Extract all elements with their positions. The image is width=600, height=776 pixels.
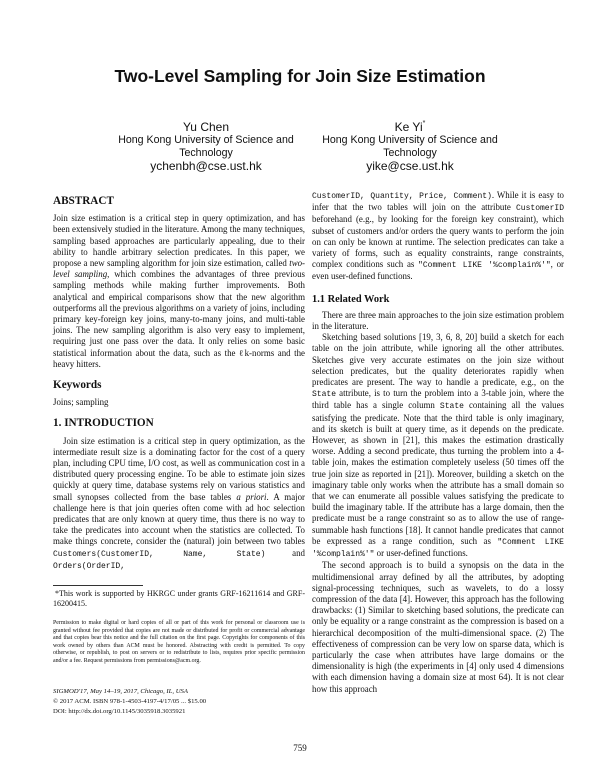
author-affiliation: Technology [383, 146, 437, 159]
author-affiliation: Hong Kong University of Science and [322, 134, 498, 146]
permission-notice: Permission to make digital or hard copies of all or part of this work for personal or classroom use is granted without fee provided that copies are not made or distributed for profit or commercial advantage and that copies bear this notice and the full citation on the first page. Copyrights for components of this work owned by others than ACM must be honored. Abstracting with credit is permitted. To copy otherwise, or republish, to post on servers or to redistribute to lists, requires prior specific permission and/or a fee. Request permissions from permissions@acm.org. [53, 620, 305, 664]
left-column [53, 196, 305, 572]
related-work-paragraph: There are three main approaches to the join size estimation problem in the literature. [312, 309, 564, 332]
author-affiliation: Technology [179, 146, 233, 159]
conference-info: SIGMOD'17, May 14–19, 2017, Chicago, IL, USA [53, 688, 188, 695]
author-affiliation: Hong Kong University of Science and [118, 134, 294, 146]
footnote-mark: * [422, 120, 426, 127]
paper-title: Two-Level Sampling for Join Size Estimation [114, 66, 486, 86]
abstract-text: Join size estimation is a critical step in query optimization, and has been extensively studied in the literature. Among the many techniques, sampling based approaches are particularly appealing, due to their ability to handle arbitrary selection predicates. In this paper, we propose a new sampling algorithm for join size estimation, called two-level sampling, which combines the advantages of three previous sampling methods while making further improvements. Both analytical and empirical comparisons show that the new algorithm outperforms all the previous algorithms on a variety of joins, including primary key-foreign key joins, many-to-many joins, and multi-table joins. The new sampling algorithm is also very easy to implement, requiring just one pass over the data. It only relies on some basic statistical information about the data, such as the ℓk-norms and the heavy hitters. [53, 213, 306, 369]
footnote: *This work is supported by HKRGC under grants GRF-16211614 and GRF-16200415. [53, 585, 305, 608]
doi-link[interactable]: DOI: http://dx.doi.org/10.1145/3035918.3035921 [53, 708, 186, 715]
abstract-heading: ABSTRACT [53, 195, 114, 207]
keywords-text: Joins; sampling [53, 397, 109, 408]
right-column [312, 190, 564, 695]
introduction-heading: 1. INTRODUCTION [53, 417, 154, 430]
introduction-continued: CustomerID, Quantity, Price, Comment). While it is easy to infer that the two tables will join on the attribute CustomerID beforehand (e.g., by looking for the foreign key constraint), which subset of customers and/or orders the query wants to perform the join on can only be known at runtime. The selection predicates can take a variety of forms, such as equality constraints, range constraints, complex conditions such as "Comment LIKE '%complain%'", or even user-defined functions. [312, 190, 564, 282]
related-work-paragraph: The second approach is to build a synopsis on the data in the multidimensional array defined by all the attributes, by adopting signal-processing techniques, such as wavelets, to do a lossy compression of the data [4]. However, this approach has the following drawbacks: (1) Similar to sketching based solutions, the predicate can only be equality or a range constraint as the compression is based on a hierarchical decomposition of the multi-dimensional space. (2) The effectiveness of compression can be very low on sparse data, which is particularly the case when attributes have large domains or the dimensionality is high (the experiments in [4] only used 4 dimensions with each dimension having a domain size at most 64). It is not clear how this approach [312, 560, 564, 694]
copyright-info: © 2017 ACM. ISBN 978-1-4503-4197-4/17/05 ... $15.00 [53, 698, 207, 705]
author-name: Yu Chen [182, 120, 230, 134]
related-work-heading: 1.1 Related Work [312, 293, 390, 305]
author-email: ychenbh@cse.ust.hk [150, 159, 262, 174]
footnote-rule [53, 585, 143, 586]
keywords-heading: Keywords [53, 379, 102, 392]
author-block-2 [310, 120, 510, 174]
author-name: Ke Yi* [394, 120, 426, 134]
author-email: yike@cse.ust.hk [366, 159, 454, 174]
related-work-paragraph: Sketching based solutions [19, 3, 6, 8, 20] build a sketch for each table on the join attribute, while ignoring all the other attributes. Sketches give very accurate estimates on the join size without selection predicates, but the quality deteriorates rapidly when predicates are present. The way to handle a predicate, e.g., on the State attribute, is to turn the problem into a 3-table join, where the third table has a single column State containing all the values satisfying the predicate. Note that the third table is only imaginary, and its sketch is built at query time, as it depends on the predicate. However, as shown in [21], this makes the estimation drastically worse. Adding a second predicate, thus turning the problem into a 4-table join, makes the estimation completely useless (50 times off the true join size as reported in [21]). Moreover, building a sketch on the imaginary table only works when the attribute has a small domain so that we can enumerate all possible values satisfying the predicate to build the imaginary table. If the attribute has a large domain, then the predicate must be a range constraint so as to allow the use of range-summable hash functions [18]. It cannot handle predicates that cannot be expressed as a range condition, such as "Comment LIKE '%complain%'" or user-defined functions. [312, 332, 564, 560]
page-number: 759 [293, 743, 307, 753]
author-block-1 [106, 120, 306, 174]
introduction-paragraph: Join size estimation is a critical step in query optimization, as the intermediate result size is a dominating factor for the cost of a query plan, including CPU time, I/O cost, as well as communication cost in a distributed query processing engine. To be able to estimate join sizes quickly at query time, database systems rely on various statistics and small synopses collected from the base tables a priori. A major challenge here is that join queries often come with ad hoc selection predicates that are only known at query time, thus there is no way to take the predicates into account when the statistics are collected. To make things concrete, consider the (natural) join between two tables Customers(CustomerID, Name, State) and Orders(OrderID, [53, 435, 306, 571]
